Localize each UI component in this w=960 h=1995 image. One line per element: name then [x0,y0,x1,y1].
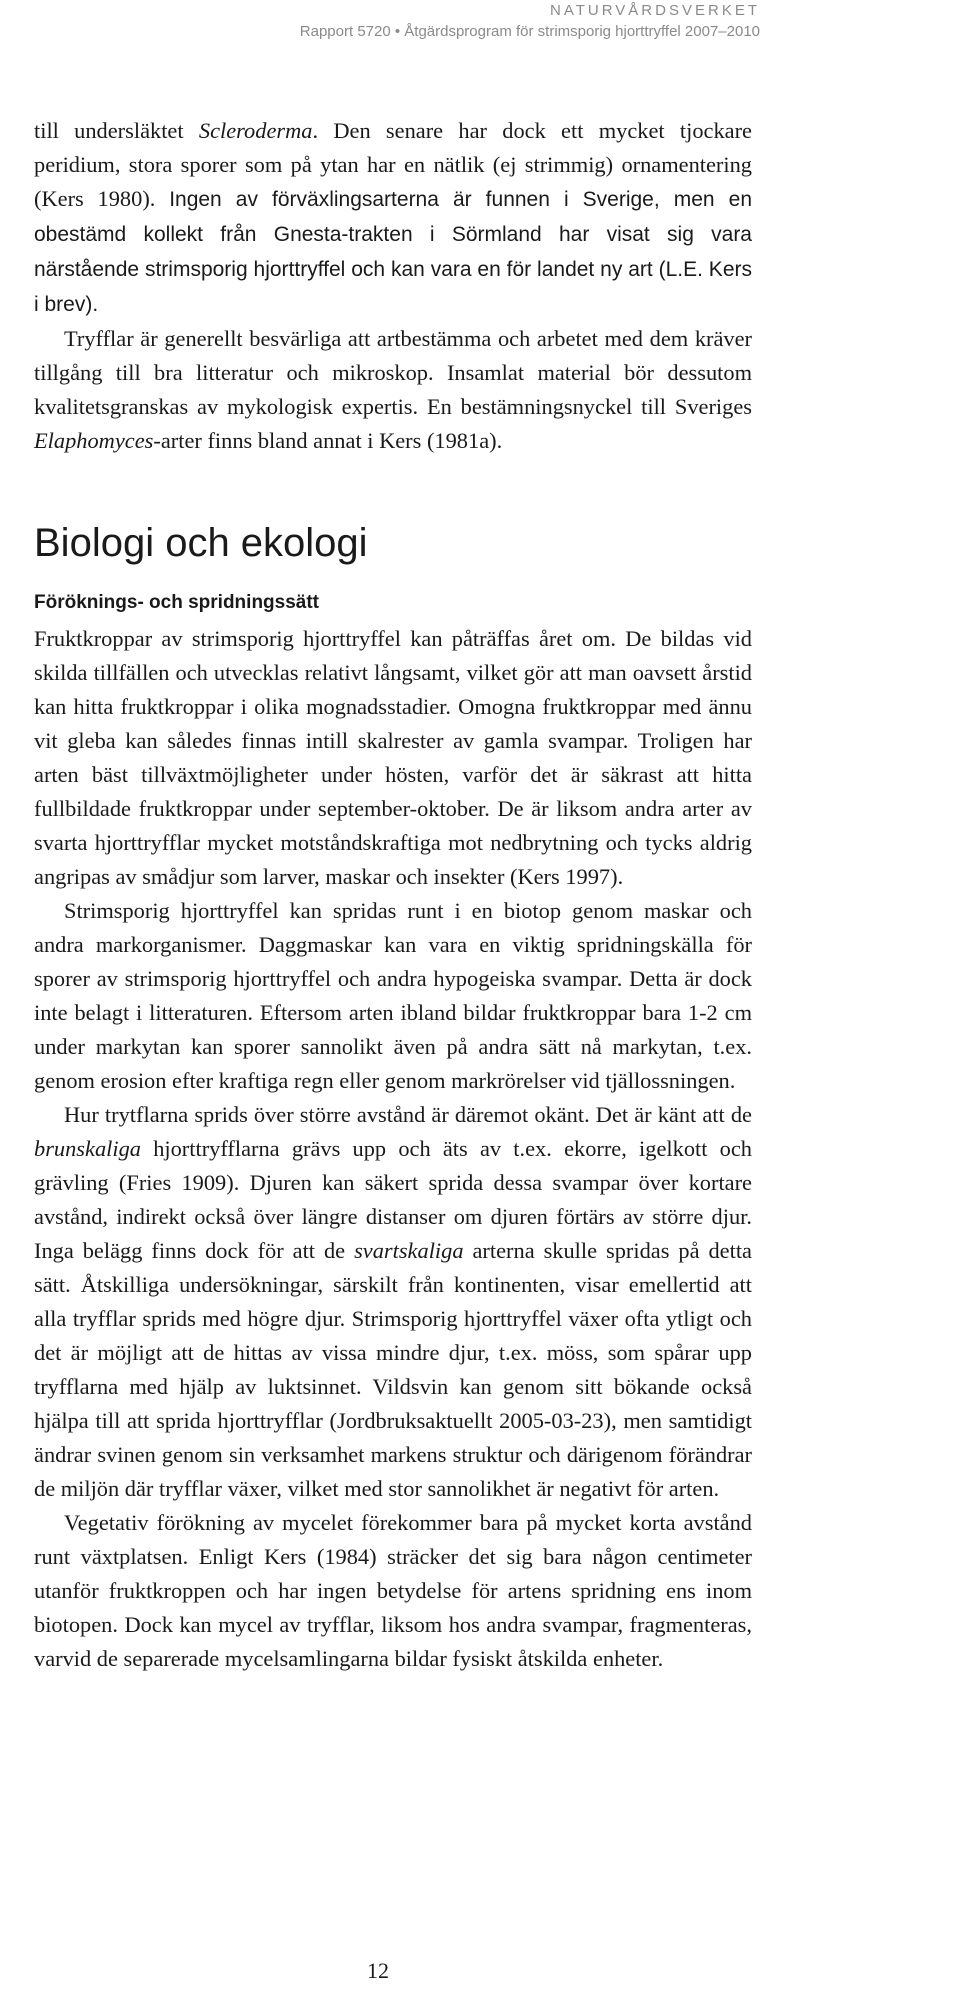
running-header [300,0,760,42]
emphasis-term: svartskaliga [354,1238,464,1263]
intro-text: -arter finns bland annat i Kers (1981a). [153,428,503,453]
intro-text-sans: Ingen av förväxlingsarterna är funnen i Sverige, men en obestämd kollekt från Gnesta-trakten i Sörmland har visat sig vara närstående strimsporig hjorttryffel och kan vara en för landet ny art (L.E. Kers i brev). [34,188,752,316]
body-paragraph-2: Strimsporig hjorttryffel kan spridas runt i en biotop genom maskar och andra markorganismer. Daggmaskar kan vara en viktig spridningskälla för sporer av strimsporig hjorttryffel och andra hypogeiska svampar. Detta är dock inte belagt i litteraturen. Eftersom arten ibland bildar fruktkroppar bara 1-2 cm under markytan kan sporer sannolikt även på andra sätt nå markytan, t.ex. genom erosion efter kraftiga regn eller genom markrörelser vid tjällossningen. [34,898,752,1093]
intro-text: Tryfflar är generellt besvärliga att artbestämma och arbetet med dem kräver tillgång till bra litteratur och mikroskop. Insamlat material bör dessutom kvalitetsgranskas av mykologisk expertis. En bestämningsnyckel till Sveriges [34,326,752,419]
subsection-title: Föröknings- och spridningssätt [34,592,320,613]
body-text: hjorttryfflarna grävs upp och äts av t.ex. ekorre, igelkott och grävling (Fries 1909). Djuren kan säkert sprida dessa svampar över kortare avstånd, indirekt också över längre distanser om djuren förtärs av större djur. Inga belägg finns dock för att de [34,1136,752,1263]
header-organization: NATURVÅRDSVERKET [550,2,760,19]
page-content [34,114,752,1676]
intro-text: till undersläktet [34,118,199,143]
section-title: Biologi och ekologi [34,521,368,565]
body-paragraph-3 [34,1098,752,1506]
header-report-title: Rapport 5720 • Åtgärdsprogram för strimsporig hjorttryffel 2007–2010 [299,23,760,40]
genus-name: Elaphomyces [34,428,154,453]
body-paragraph-1: Fruktkroppar av strimsporig hjorttryffel kan påträffas året om. De bildas vid skilda tillfällen och utvecklas relativt långsamt, vilket gör att man oavsett årstid kan hitta fruktkroppar i olika mognadsstadier. Omogna fruktkroppar med ännu vit gleba kan således finnas intill skalrester av gamla svampar. Troligen har arten bäst tillväxtmöjligheter under hösten, varför det är säkrast att hitta fullbildade fruktkroppar under september-oktober. De är liksom andra arter av svarta hjorttryfflar mycket motståndskraftiga mot nedbrytning och tycks aldrig angripas av smådjur som larver, maskar och insekter (Kers 1997). [34,626,752,889]
intro-text: . Den senare har dock ett mycket tjockare peridium, stora sporer som på ytan har en nätlik (ej strimmig) ornamentering (Kers 1980). [34,118,752,211]
genus-name: Scleroderma [198,118,313,143]
page-number: 12 [367,1958,389,1983]
emphasis-term: brunskaliga [34,1136,141,1161]
intro-paragraph-2 [34,322,752,458]
body-text: arterna skulle spridas på detta sätt. Åtskilliga undersökningar, särskilt från kontinenten, visar emellertid att alla tryfflar sprids med högre djur. Strimsporig hjorttryffel växer ofta ytligt och det är möjligt att de hittas av vissa mindre djur, t.ex. möss, som spårar upp tryfflarna med hjälp av luktsinnet. Vildsvin kan genom sitt bökande också hjälpa till att sprida hjorttryfflar (Jordbruksaktuellt 2005-03-23), men samtidigt ändrar svinen genom sin verksamhet markens struktur och därigenom förändrar de miljön där tryfflar växer, vilket med stor sannolikhet är negativt för arten. [34,1238,752,1501]
body-paragraph-4: Vegetativ förökning av mycelet förekommer bara på mycket korta avstånd runt växtplatsen. Enligt Kers (1984) sträcker det sig bara någon centimeter utanför fruktkroppen och har ingen betydelse för artens spridning ens inom biotopen. Dock kan mycel av tryfflar, liksom hos andra svampar, fragmenteras, varvid de separerade mycelsamlingarna bildar fysiskt åtskilda enheter. [34,1510,752,1671]
body-text: Hur trytflarna sprids över större avstånd är däremot okänt. Det är känt att de [64,1102,752,1127]
intro-paragraph-1 [34,114,752,322]
